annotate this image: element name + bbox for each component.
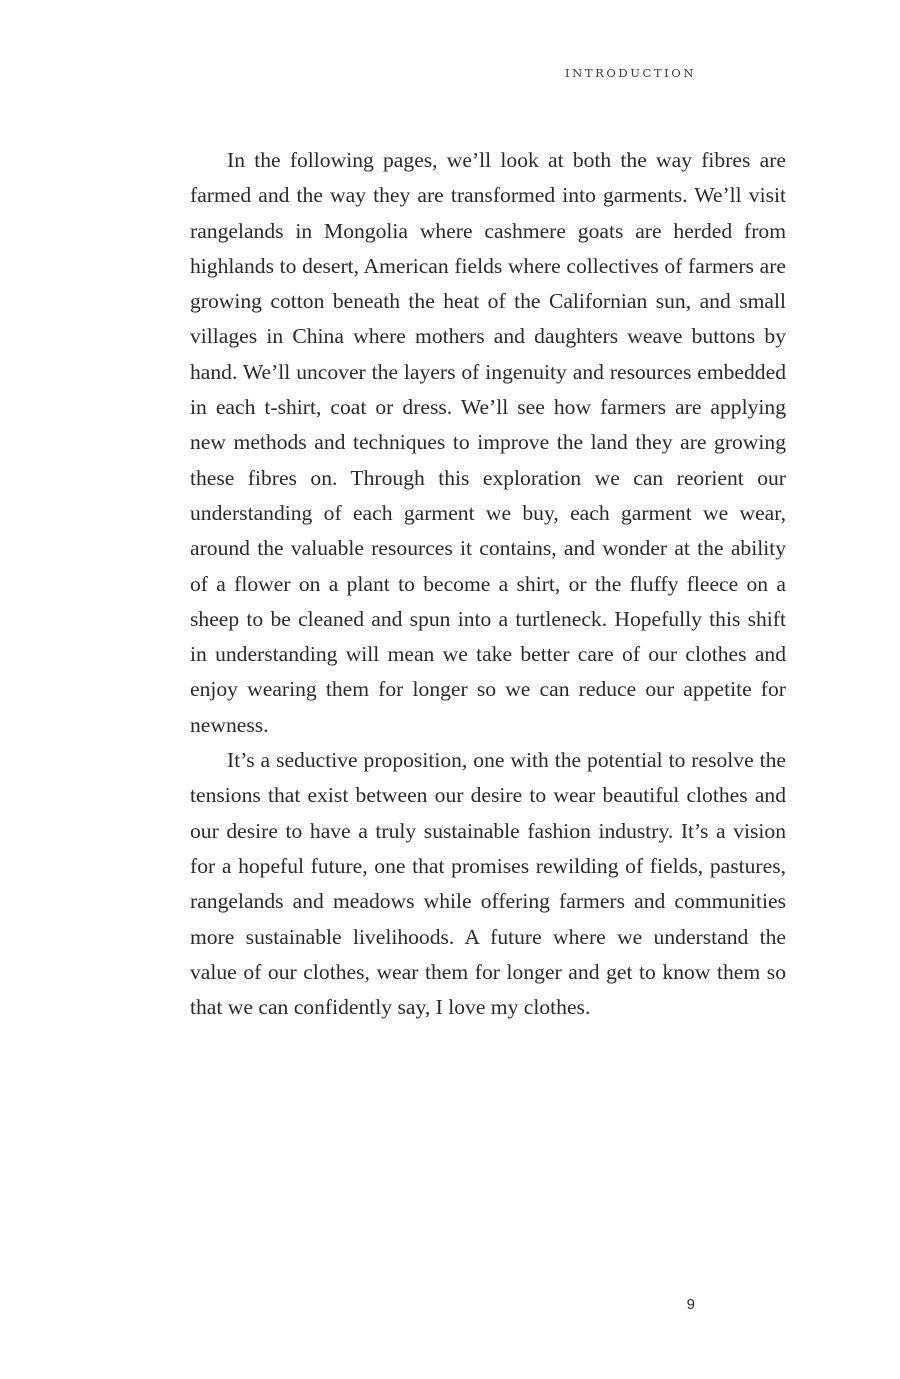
running-head: INTRODUCTION [565,66,696,80]
paragraph-1: In the following pages, we’ll look at both the way fibres are farmed and the way they are transformed into garments. We’ll visit rangelands in Mongolia where cashmere goats are herded from highlands to desert, American fields where collectives of farmers are growing cotton beneath the heat of the Californian sun, and small villages in China where mothers and daughters weave buttons by hand. We’ll uncover the layers of ingenuity and resources embedded in each t-shirt, coat or dress. We’ll see how farmers are applying new methods and techniques to improve the land they are growing these fibres on. Through this exploration we can reorient our understanding of each garment we buy, each garment we wear, around the valuable resources it contains, and wonder at the ability of a flower on a plant to become a shirt, or the fluffy fleece on a sheep to be cleaned and spun into a turtleneck. Hopefully this shift in understanding will mean we take better care of our clothes and enjoy wearing them for longer so we can reduce our appetite for newness. [190,148,786,737]
body-text [190,143,786,1025]
page-number: 9 [686,1296,695,1313]
paragraph-2: It’s a seductive proposition, one with the potential to resolve the tensions that exist between our desire to wear beautiful clothes and our desire to have a truly sustainable fashion industry. It’s a vision for a hopeful future, one that promises rewilding of fields, pastures, rangelands and meadows while offering farmers and communities more sustainable livelihoods. A future where we understand the value of our clothes, wear them for longer and get to know them so that we can confidently say, I love my clothes. [190,748,786,1020]
